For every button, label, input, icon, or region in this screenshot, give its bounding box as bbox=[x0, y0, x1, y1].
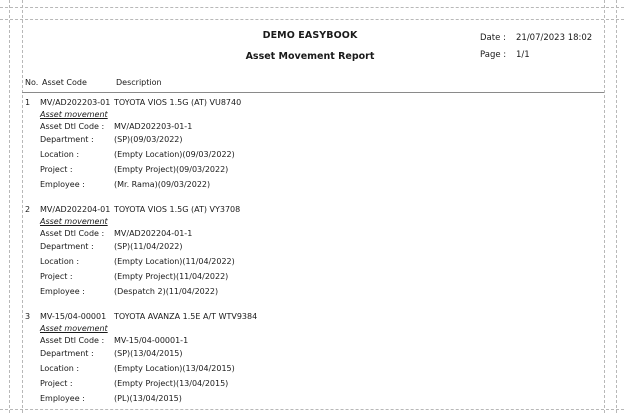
project-label: Project : bbox=[40, 379, 73, 388]
column-description: Description bbox=[116, 78, 162, 87]
record-asset-code: MV/AD202203-01 bbox=[40, 98, 111, 107]
record-description: TOYOTA VIOS 1.5G (AT) VU8740 bbox=[114, 98, 242, 107]
section-title: Asset movement bbox=[40, 324, 108, 333]
page-value: 1/1 bbox=[516, 50, 530, 60]
section-title: Asset movement bbox=[40, 110, 108, 119]
report-title: Asset Movement Report bbox=[245, 51, 375, 62]
record-asset-code: MV/AD202204-01 bbox=[40, 205, 111, 214]
employee-value: (Mr. Rama)(09/03/2022) bbox=[114, 180, 211, 189]
project-value: (Empty Project)(11/04/2022) bbox=[114, 272, 229, 281]
record-description: TOYOTA VIOS 1.5G (AT) VY3708 bbox=[114, 205, 241, 214]
section-title: Asset movement bbox=[40, 217, 108, 226]
record-no: 1 bbox=[25, 98, 31, 107]
dtl-code-value: MV/AD202204-01-1 bbox=[114, 229, 193, 238]
location-value: (Empty Location)(11/04/2022) bbox=[114, 257, 235, 266]
location-label: Location : bbox=[40, 364, 80, 373]
department-label: Department : bbox=[40, 349, 94, 358]
margin-guide-top bbox=[0, 7, 624, 8]
header-divider bbox=[22, 92, 604, 93]
location-value: (Empty Location)(09/03/2022) bbox=[114, 150, 235, 159]
record-asset-code: MV-15/04-00001 bbox=[40, 312, 107, 321]
location-label: Location : bbox=[40, 150, 80, 159]
employee-value: (Despatch 2)(11/04/2022) bbox=[114, 287, 219, 296]
record-no: 3 bbox=[25, 312, 31, 321]
column-no: No. bbox=[25, 78, 39, 87]
project-value: (Empty Project)(13/04/2015) bbox=[114, 379, 229, 388]
employee-value: (PL)(13/04/2015) bbox=[114, 394, 182, 403]
department-value: (SP)(09/03/2022) bbox=[114, 135, 183, 144]
margin-guide-bottom bbox=[0, 409, 624, 410]
employee-label: Employee : bbox=[40, 394, 85, 403]
location-value: (Empty Location)(13/04/2015) bbox=[114, 364, 235, 373]
date-label: Date : bbox=[480, 33, 506, 43]
location-label: Location : bbox=[40, 257, 80, 266]
dtl-code-value: MV-15/04-00001-1 bbox=[114, 336, 189, 345]
project-label: Project : bbox=[40, 272, 73, 281]
project-label: Project : bbox=[40, 165, 73, 174]
column-asset-code: Asset Code bbox=[42, 78, 87, 87]
project-value: (Empty Project)(09/03/2022) bbox=[114, 165, 229, 174]
department-label: Department : bbox=[40, 242, 94, 251]
department-label: Department : bbox=[40, 135, 94, 144]
dtl-code-value: MV/AD202203-01-1 bbox=[114, 122, 193, 131]
date-value: 21/07/2023 18:02 bbox=[516, 33, 593, 43]
company-name: DEMO EASYBOOK bbox=[262, 30, 358, 41]
dtl-code-label: Asset Dtl Code : bbox=[40, 229, 105, 238]
record-no: 2 bbox=[25, 205, 31, 214]
margin-guide-inner-top bbox=[0, 19, 624, 20]
dtl-code-label: Asset Dtl Code : bbox=[40, 336, 105, 345]
dtl-code-label: Asset Dtl Code : bbox=[40, 122, 105, 131]
department-value: (SP)(11/04/2022) bbox=[114, 242, 183, 251]
record-description: TOYOTA AVANZA 1.5E A/T WTV9384 bbox=[114, 312, 258, 321]
employee-label: Employee : bbox=[40, 287, 85, 296]
department-value: (SP)(13/04/2015) bbox=[114, 349, 183, 358]
employee-label: Employee : bbox=[40, 180, 85, 189]
page-label: Page : bbox=[480, 50, 507, 60]
